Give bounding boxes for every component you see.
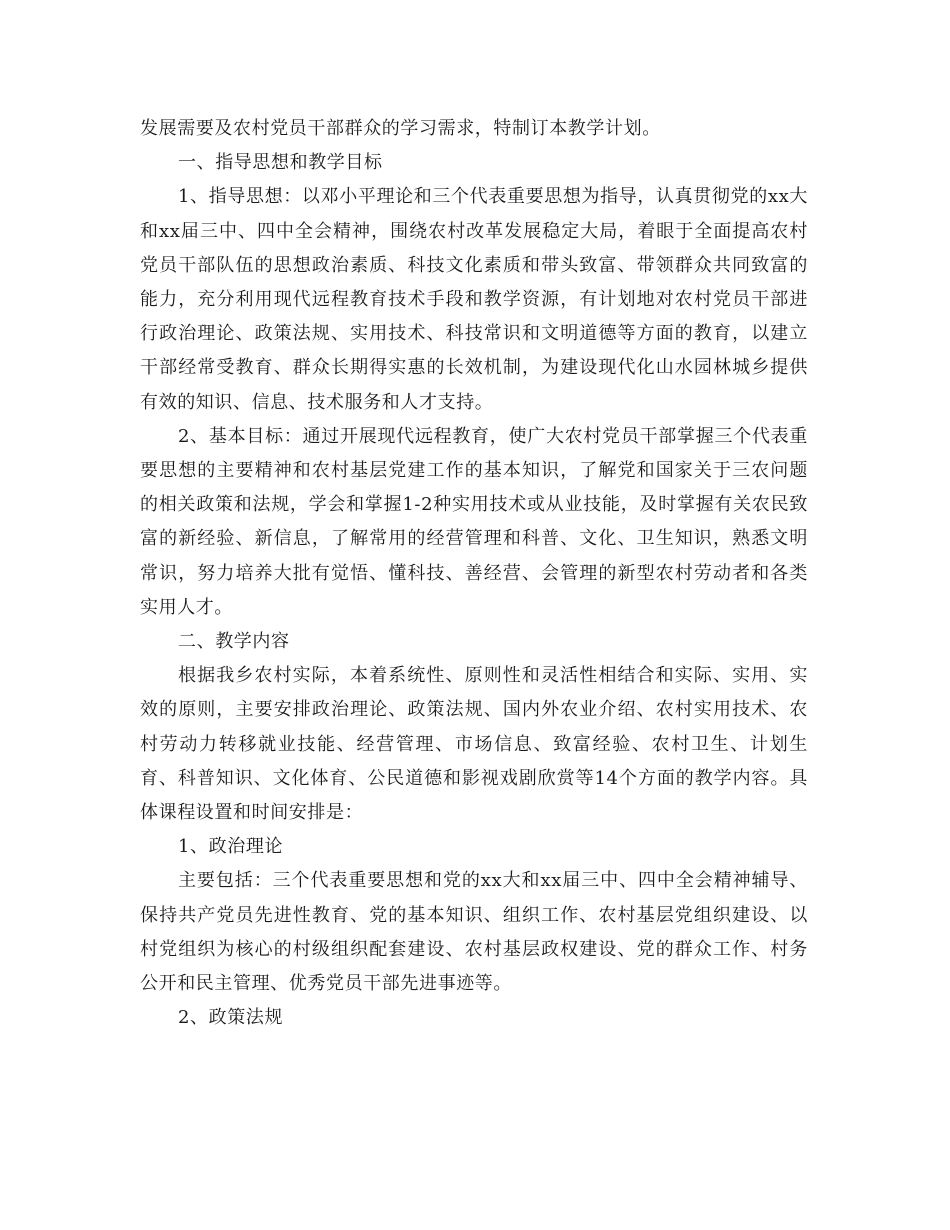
paragraph-intro-tail: 发展需要及农村党员干部群众的学习需求，特制订本教学计划。	[140, 118, 661, 139]
paragraph-political-theory: 主要包括：三个代表重要思想和党的xx大和xx届三中、四中全会精神辅导、保持共产党员先进性教育、党的基本知识、组织工作、农村基层党组织建设、以村党组织为核心的村级组织配套建设、农村基层政权建设、党的群众工作、村务公开和民主管理、优秀党员干部先进事迹等。	[140, 870, 808, 995]
section-heading-guiding-ideology: 一、指导思想和教学目标	[178, 152, 383, 174]
paragraph-teaching-content: 根据我乡农村实际，本着系统性、原则性和灵活性相结合和实际、实用、实效的原则，主要安排政治理论、政策法规、国内外农业介绍、农村实用技术、农村劳动力转移就业技能、经营管理、市场信息、致富经验、农村卫生、计划生育、科普知识、文化体育、公民道德和影视戏剧欣赏等14个方面的教学内容。具体课程设置和时间安排是：	[140, 665, 808, 824]
section-heading-teaching-content: 二、教学内容	[178, 631, 290, 653]
paragraph-basic-goals: 2、基本目标：通过开展现代远程教育，使广大农村党员干部掌握三个代表重要思想的主要精神和农村基层党建工作的基本知识，了解党和国家关于三农问题的相关政策和法规，学会和掌握1-2种实用技术或从业技能，及时掌握有关农民致富的新经验、新信息，了解常用的经营管理和科普、文化、卫生知识，熟悉文明常识，努力培养大批有觉悟、懂科技、善经营、会管理的新型农村劳动者和各类实用人才。	[140, 425, 808, 618]
subheading-political-theory: 1、政治理论	[178, 836, 284, 858]
subheading-policy-regulations: 2、政策法规	[178, 1007, 284, 1029]
paragraph-guiding-ideology: 1、指导思想：以邓小平理论和三个代表重要思想为指导，认真贯彻党的xx大和xx届三中、四中全会精神，围绕农村改革发展稳定大局，着眼于全面提高农村党员干部队伍的思想政治素质、科技文化素质和带头致富、带领群众共同致富的能力，充分利用现代远程教育技术手段和教学资源，有计划地对农村党员干部进行政治理论、政策法规、实用技术、科技常识和文明道德等方面的教育，以建立干部经常受教育、群众长期得实惠的长效机制，为建设现代化山水园林城乡提供有效的知识、信息、技术服务和人才支持。	[140, 186, 808, 413]
document-body	[140, 112, 808, 1035]
